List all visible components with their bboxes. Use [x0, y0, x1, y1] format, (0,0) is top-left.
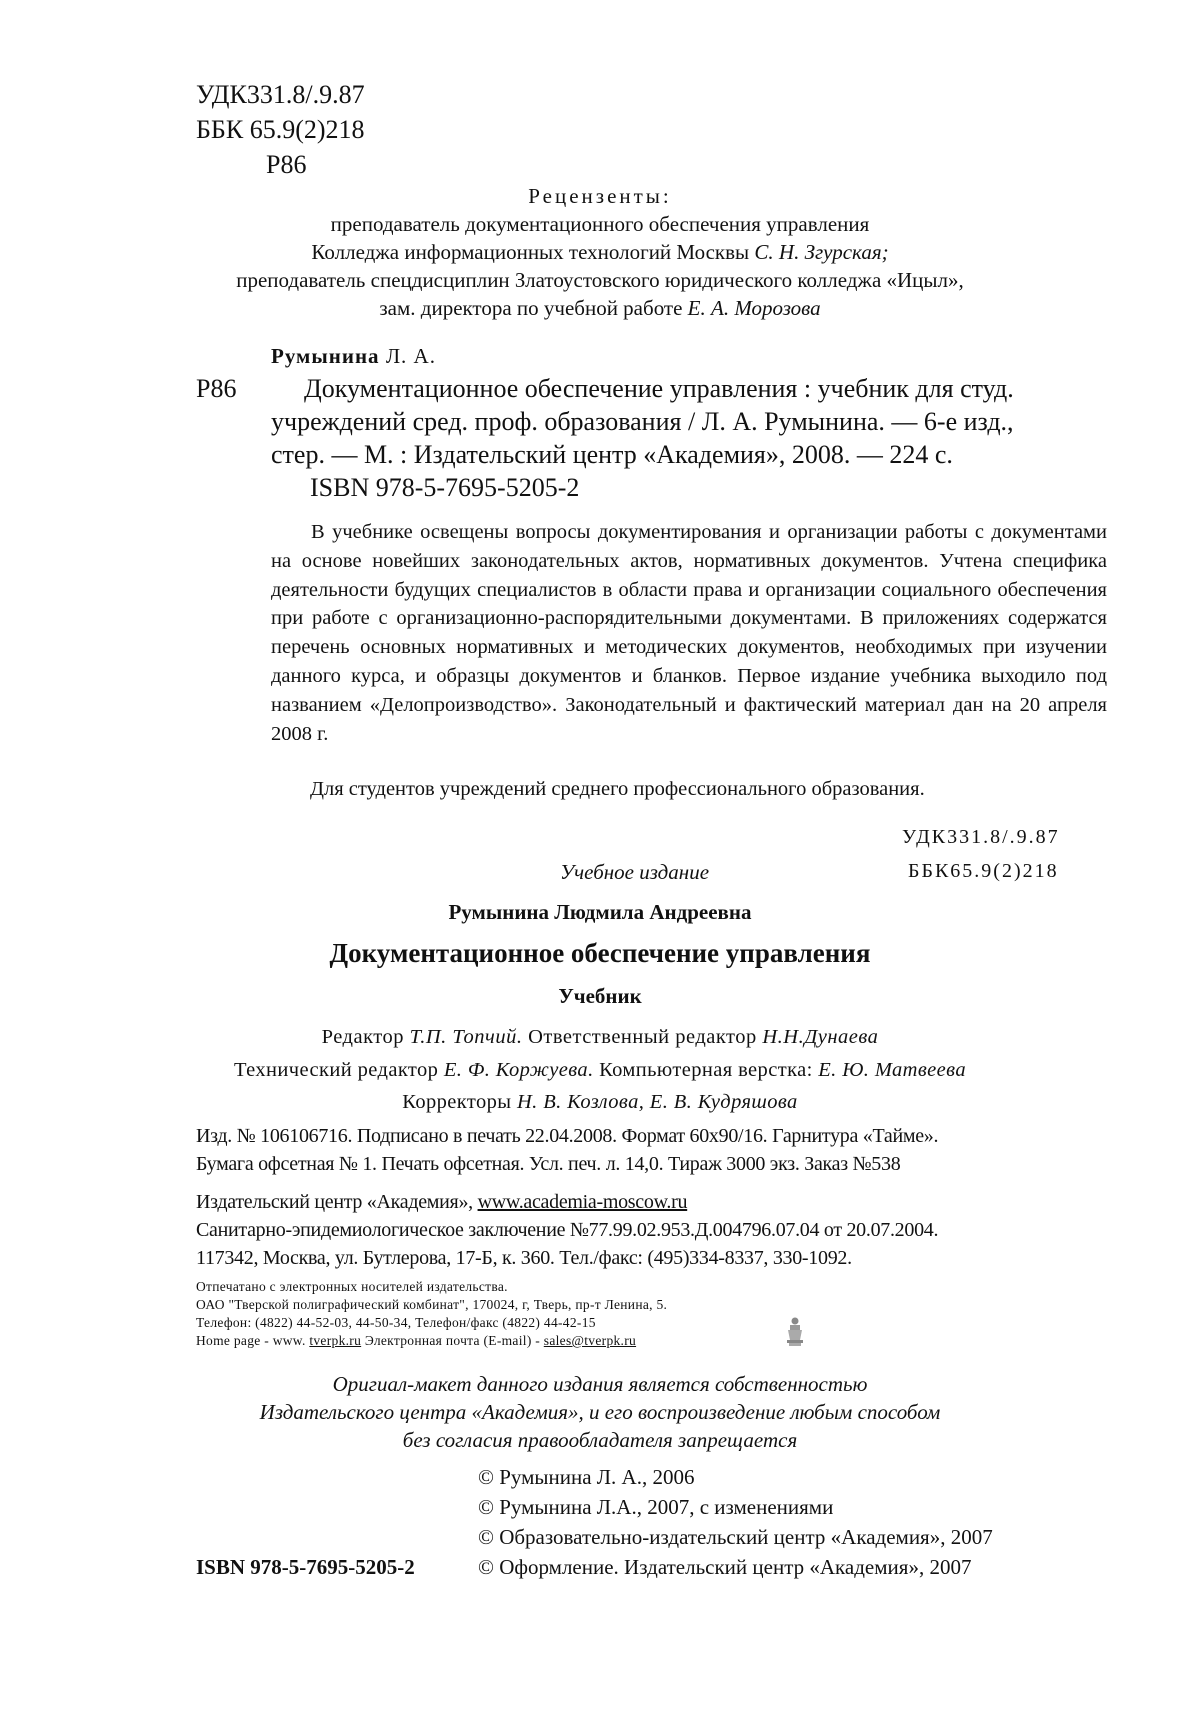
- legal-notice-1: Оригиал-макет данного издания является собственностью: [332, 1372, 868, 1396]
- layout-label: Компьютерная верстка:: [593, 1059, 819, 1081]
- editor-name: Т.П. Топчий.: [409, 1026, 523, 1048]
- imprint-author: Румынина Людмила Андреевна: [448, 900, 752, 924]
- editor-label: Редактор: [321, 1026, 410, 1048]
- resp-editor-name: Н.Н.Дунаева: [762, 1026, 879, 1048]
- publisher-name: Издательский центр «Академия»,: [196, 1191, 478, 1213]
- annotation-text: В учебнике освещены вопросы документирования и организации работы с документами на основе новейших законодательных актов, нормативных документов. Учтена специфика деятельности будущих специалистов в области права и организации социального обеспечения при работе с организационно-распорядительными документами. В приложениях содержатся перечень основных нормативных и методических документов, необходимых при изучении данного курса, и образцы документов и бланков. Первое издание учебника выходило под названием «Делопроизводство». Законодательный и фактический материал дан на 20 апреля 2008 г.: [271, 521, 1107, 745]
- printer-line-2: ОАО "Тверской полиграфический комбинат", 170024, г, Тверь, пр-т Ленина, 5.: [196, 1297, 668, 1312]
- publisher-address: 117342, Москва, ул. Бутлерова, 17-Б, к. 360. Тел./факс: (495)334-8337, 330-1092.: [196, 1247, 852, 1269]
- catalog-line-2: учреждений сред. проф. образования / Л. А. Румынина. — 6-е изд.,: [271, 407, 1014, 436]
- printer-email-link[interactable]: sales@tverpk.ru: [543, 1333, 637, 1348]
- tech-editor-name: Е. Ф. Коржуева.: [443, 1059, 594, 1081]
- catalog-isbn: ISBN 978-5-7695-5205-2: [310, 473, 580, 502]
- reviewer-line-1: преподаватель документационного обеспечения управления: [330, 212, 870, 236]
- bbk-code: ББК 65.9(2)218: [196, 115, 365, 144]
- reviewer-line-4: [0, 294, 1200, 322]
- publisher-website-link[interactable]: www.academia-moscow.ru: [477, 1191, 688, 1213]
- imprint-subtitle: Учебник: [558, 984, 642, 1008]
- edition-type: Учебное издание: [560, 860, 710, 884]
- catalog-line-3: стер. — М. : Издательский центр «Академия», 2008. — 224 с.: [271, 440, 953, 469]
- catalog-code: Р86: [196, 374, 237, 403]
- audience-note: Для студентов учреждений среднего профессионального образования.: [310, 778, 925, 800]
- catalog-line-1: Документационное обеспечение управления : учебник для студ.: [304, 374, 1014, 403]
- legal-notice-3: без согласия правообладателя запрещается: [402, 1428, 798, 1452]
- correctors-names: Н. В. Козлова, Е. В. Кудряшова: [516, 1091, 798, 1113]
- printer-website-link[interactable]: tverpk.ru: [309, 1333, 362, 1348]
- printer-line-1: Отпечатано с электронных носителей издательства.: [196, 1279, 508, 1294]
- reviewer-2-name: Е. А. Морозова: [687, 296, 821, 320]
- printer-emblem-icon: [784, 1316, 806, 1348]
- imprint-udk: УДК331.8/.9.87: [902, 826, 1060, 848]
- reviewer-line-2: [0, 238, 1200, 266]
- sanitary-certificate: Санитарно-эпидемиологическое заключение №77.99.02.953.Д.004796.07.04 от 20.07.2004.: [196, 1219, 939, 1241]
- printer-line-3: Телефон: (4822) 44-52-03, 44-50-34, Телефон/факс (4822) 44-42-15: [196, 1315, 596, 1330]
- print-details-1: Изд. № 106106716. Подписано в печать 22.04.2008. Формат 60х90/16. Гарнитура «Тайме».: [196, 1125, 939, 1147]
- printer-homepage-label: Home page - www.: [196, 1333, 310, 1348]
- legal-notice-2: Издательского центра «Академия», и его воспроизведение любым способом: [259, 1400, 941, 1424]
- reviewers-title: Рецензенты:: [528, 184, 672, 208]
- annotation-paragraph: [271, 518, 1107, 748]
- printer-email-label: Электронная почта (E-mail) -: [361, 1333, 544, 1348]
- staff-line-1: [0, 1023, 1200, 1051]
- udk-code: УДК331.8/.9.87: [196, 80, 365, 109]
- copyright-isbn: ISBN 978-5-7695-5205-2: [196, 1555, 415, 1579]
- reviewer-line-4-text: зам. директора по учебной работе: [379, 296, 688, 320]
- printer-line-4: [196, 1332, 636, 1350]
- author-mark: Р86: [266, 150, 307, 179]
- print-details-2: Бумага офсетная № 1. Печать офсетная. Усл. печ. л. 14,0. Тираж 3000 экз. Заказ №538: [196, 1153, 901, 1175]
- catalog-author: [271, 344, 436, 369]
- copyright-line-3: © Образовательно-издательский центр «Академия», 2007: [478, 1525, 993, 1549]
- catalog-author-surname: Румынина: [271, 344, 380, 368]
- reviewer-line-3: преподаватель спецдисциплин Златоустовского юридического колледжа «Ицыл»,: [236, 268, 964, 292]
- copyright-line-2: © Румынина Л.А., 2007, с изменениями: [478, 1495, 834, 1519]
- publisher-line: [196, 1188, 687, 1216]
- resp-editor-label: Ответственный редактор: [522, 1026, 763, 1048]
- layout-name: Е. Ю. Матвеева: [818, 1059, 966, 1081]
- reviewer-line-2-text: Колледжа информационных технологий Москвы: [311, 240, 755, 264]
- copyright-line-4: © Оформление. Издательский центр «Академия», 2007: [478, 1555, 972, 1579]
- copyright-line-1: © Румынина Л. А., 2006: [478, 1465, 695, 1489]
- correctors-label: Корректоры: [402, 1091, 517, 1113]
- imprint-title: Документационное обеспечение управления: [329, 938, 871, 968]
- staff-line-3: [0, 1088, 1200, 1116]
- tech-editor-label: Технический редактор: [234, 1059, 444, 1081]
- staff-line-2: [0, 1056, 1200, 1084]
- reviewer-1-name: С. Н. Згурская;: [754, 240, 889, 264]
- imprint-bbk: ББК65.9(2)218: [908, 860, 1059, 882]
- catalog-author-initials: Л. А.: [379, 344, 436, 368]
